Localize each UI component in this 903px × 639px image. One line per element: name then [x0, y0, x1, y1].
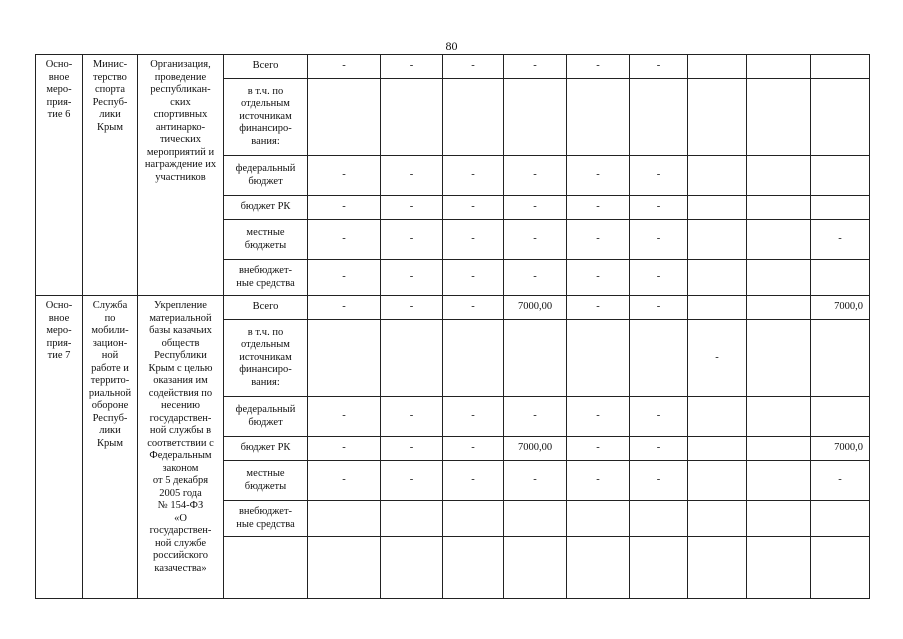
value-cell: -	[381, 461, 443, 501]
value-cell	[308, 320, 381, 397]
funding-source-cell	[224, 537, 308, 599]
value-cell: -	[308, 397, 381, 437]
value-cell	[381, 501, 443, 537]
value-cell	[443, 537, 504, 599]
value-cell	[747, 220, 811, 260]
value-cell: -	[504, 196, 567, 220]
value-cell	[688, 220, 747, 260]
value-cell: -	[308, 260, 381, 296]
funding-source-cell: местные бюджеты	[224, 461, 308, 501]
value-cell: -	[567, 461, 630, 501]
value-cell	[747, 156, 811, 196]
value-cell	[747, 461, 811, 501]
value-cell: -	[630, 220, 688, 260]
executor-cell: Служба по мобили- зацион- ной работе и террито- риальной обороне Респуб- лики Крым	[83, 296, 138, 599]
value-cell: 7000,0	[811, 437, 870, 461]
value-cell: -	[688, 320, 747, 397]
value-cell	[811, 320, 870, 397]
value-cell	[747, 320, 811, 397]
value-cell: -	[443, 196, 504, 220]
measure-code-cell: Осно- вное меро- прия- тие 7	[36, 296, 83, 599]
value-cell: -	[381, 196, 443, 220]
value-cell: -	[381, 296, 443, 320]
value-cell	[688, 296, 747, 320]
value-cell	[308, 79, 381, 156]
value-cell	[443, 320, 504, 397]
measure-name-cell: Укрепление материальной базы казачьих обществ Республики Крым с целью оказания им содействия по несению государствен- ной службы в соответствии с Федеральным законом от 5 декабря 2005 года № 154-ФЗ «О государствен- ной службе российского казачества»	[138, 296, 224, 599]
value-cell: -	[630, 196, 688, 220]
funding-source-cell: федеральный бюджет	[224, 397, 308, 437]
table-row	[36, 55, 870, 79]
value-cell: -	[504, 260, 567, 296]
value-cell	[567, 320, 630, 397]
value-cell: 7000,00	[504, 296, 567, 320]
value-cell	[747, 437, 811, 461]
value-cell: -	[567, 437, 630, 461]
funding-source-cell: внебюджет- ные средства	[224, 501, 308, 537]
value-cell	[504, 79, 567, 156]
value-cell	[381, 537, 443, 599]
value-cell: -	[567, 55, 630, 79]
value-cell: -	[381, 220, 443, 260]
value-cell	[688, 260, 747, 296]
value-cell: -	[443, 156, 504, 196]
financing-table	[35, 54, 870, 599]
funding-source-cell: Всего	[224, 296, 308, 320]
value-cell	[308, 501, 381, 537]
page-number: 80	[445, 39, 458, 53]
value-cell: -	[381, 260, 443, 296]
value-cell: -	[381, 156, 443, 196]
funding-source-cell: Всего	[224, 55, 308, 79]
funding-source-cell: местные бюджеты	[224, 220, 308, 260]
value-cell	[630, 501, 688, 537]
value-cell: -	[630, 397, 688, 437]
value-cell	[747, 397, 811, 437]
value-cell: -	[443, 437, 504, 461]
value-cell	[504, 320, 567, 397]
value-cell	[747, 260, 811, 296]
value-cell	[688, 461, 747, 501]
value-cell: -	[504, 220, 567, 260]
value-cell	[688, 156, 747, 196]
value-cell	[567, 79, 630, 156]
value-cell: -	[443, 397, 504, 437]
value-cell: -	[567, 220, 630, 260]
value-cell	[688, 501, 747, 537]
funding-source-cell: бюджет РК	[224, 196, 308, 220]
value-cell: -	[811, 461, 870, 501]
value-cell	[504, 501, 567, 537]
value-cell: -	[381, 55, 443, 79]
value-cell: -	[308, 296, 381, 320]
value-cell	[630, 320, 688, 397]
value-cell	[688, 196, 747, 220]
value-cell	[381, 79, 443, 156]
value-cell: -	[443, 461, 504, 501]
measure-code-cell: Осно- вное меро- прия- тие 6	[36, 55, 83, 296]
funding-source-cell: внебюджет- ные средства	[224, 260, 308, 296]
value-cell: -	[630, 156, 688, 196]
funding-source-cell: в т.ч. по отдельным источникам финансиро- вания:	[224, 79, 308, 156]
value-cell	[747, 196, 811, 220]
measure-name-cell: Организация, проведение республикан- ских спортивных антинарко- тических мероприятий и награждение их участников	[138, 55, 224, 296]
value-cell: -	[567, 260, 630, 296]
value-cell	[747, 296, 811, 320]
value-cell	[630, 79, 688, 156]
value-cell: -	[630, 437, 688, 461]
value-cell	[747, 55, 811, 79]
value-cell: -	[308, 196, 381, 220]
value-cell	[688, 79, 747, 156]
value-cell: -	[567, 156, 630, 196]
value-cell	[567, 501, 630, 537]
value-cell	[811, 79, 870, 156]
value-cell	[747, 501, 811, 537]
value-cell: -	[630, 260, 688, 296]
value-cell	[688, 537, 747, 599]
value-cell: -	[308, 220, 381, 260]
value-cell	[747, 537, 811, 599]
value-cell: -	[443, 296, 504, 320]
value-cell	[811, 156, 870, 196]
value-cell: -	[630, 461, 688, 501]
value-cell	[811, 537, 870, 599]
value-cell	[811, 196, 870, 220]
value-cell	[567, 537, 630, 599]
value-cell: -	[811, 220, 870, 260]
value-cell	[747, 79, 811, 156]
value-cell: -	[630, 55, 688, 79]
funding-source-cell: в т.ч. по отдельным источникам финансиро- вания:	[224, 320, 308, 397]
value-cell	[688, 397, 747, 437]
value-cell: -	[381, 437, 443, 461]
value-cell: -	[504, 55, 567, 79]
funding-source-cell: бюджет РК	[224, 437, 308, 461]
value-cell: -	[567, 196, 630, 220]
value-cell: -	[381, 397, 443, 437]
value-cell	[811, 55, 870, 79]
value-cell	[308, 537, 381, 599]
value-cell: -	[308, 437, 381, 461]
value-cell	[811, 501, 870, 537]
value-cell: -	[443, 55, 504, 79]
value-cell: -	[504, 461, 567, 501]
funding-source-cell: федеральный бюджет	[224, 156, 308, 196]
value-cell: -	[308, 55, 381, 79]
value-cell	[443, 501, 504, 537]
value-cell: 7000,0	[811, 296, 870, 320]
value-cell	[504, 537, 567, 599]
value-cell	[630, 537, 688, 599]
value-cell: -	[308, 461, 381, 501]
value-cell: 7000,00	[504, 437, 567, 461]
executor-cell: Минис- терство спорта Респуб- лики Крым	[83, 55, 138, 296]
value-cell: -	[504, 156, 567, 196]
value-cell	[381, 320, 443, 397]
value-cell	[688, 437, 747, 461]
table-row	[36, 296, 870, 320]
value-cell: -	[567, 397, 630, 437]
value-cell: -	[308, 156, 381, 196]
value-cell: -	[443, 220, 504, 260]
value-cell	[443, 79, 504, 156]
value-cell	[688, 55, 747, 79]
value-cell: -	[630, 296, 688, 320]
value-cell	[811, 260, 870, 296]
value-cell: -	[443, 260, 504, 296]
value-cell: -	[504, 397, 567, 437]
value-cell: -	[567, 296, 630, 320]
value-cell	[811, 397, 870, 437]
